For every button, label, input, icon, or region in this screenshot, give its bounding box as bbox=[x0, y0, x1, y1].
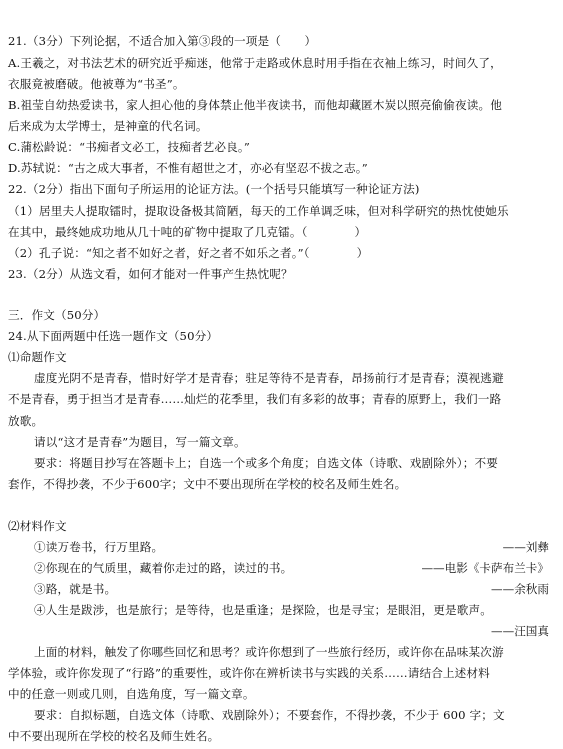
q21-stem: 21.（3分）下列论据，不适合加入第③段的一项是（ ） bbox=[8, 34, 317, 48]
q21-option-b-line1: B.祖莹自幼热爱读书，家人担心他的身体禁止他半夜读书，而他却藏匿木炭以照亮偷偷夜读。他 bbox=[8, 98, 503, 112]
quote-1-source: ——刘彝 bbox=[502, 540, 549, 554]
q24-stem: 24.从下面两题中任选一题作文（50分） bbox=[8, 329, 219, 343]
prompt1-requirements-line2: 套作，不得抄袭，不少于600字；文中不要出现所在学校的校名及师生姓名。 bbox=[8, 477, 407, 491]
prompt1-paragraph-line2: 不是青春，勇于担当才是青春……灿烂的花季里，我们有多彩的故事；青春的原野上，我们一路 bbox=[8, 392, 502, 406]
q22-sentence1-line1: （1）居里夫人提取镭时，提取设备极其简陋，每天的工作单调乏味，但对科学研究的热忱使她乐 bbox=[8, 204, 509, 218]
quote-4-source: ——汪国真 bbox=[491, 624, 549, 638]
q21-option-c: C.蒲松龄说：“书痴者文必工，技痴者艺必良。” bbox=[8, 140, 250, 154]
prompt2-requirements-line2: 中不要出现所在学校的校名及师生姓名。 bbox=[8, 729, 220, 743]
quote-1: ①读万卷书，行万里路。 bbox=[34, 540, 164, 554]
section-heading: 三．作文（50分） bbox=[8, 308, 106, 322]
prompt1-paragraph-line3: 放歌。 bbox=[8, 414, 44, 428]
prompt1-title: ⑴命题作文 bbox=[8, 350, 67, 364]
prompt2-material-line3: 中的任意一则或几则，自选角度，写一篇文章。 bbox=[8, 687, 255, 701]
quote-3-source: ——余秋雨 bbox=[491, 582, 549, 596]
quote-2: ②你现在的气质里，藏着你走过的路，读过的书。 bbox=[34, 561, 293, 575]
q22-sentence2: （2）孔子说：“知之者不如好之者，好之者不如乐之者。”（ ） bbox=[8, 246, 369, 260]
q21-option-a-line1: A.王羲之，对书法艺术的研究近乎痴迷，他常于走路或休息时用手指在衣袖上练习，时间久了， bbox=[8, 56, 502, 70]
prompt2-material-line2: 学体验，或许你发现了“行路”的重要性，或许你在辨析读书与实践的关系……请结合上述材料 bbox=[8, 666, 490, 680]
prompt2-requirements-line1: 要求：自拟标题，自选文体（诗歌、戏剧除外）；不要套作，不得抄袭，不少于 600 字；文 bbox=[34, 708, 505, 722]
quote-4: ④人生是跋涉，也是旅行；是等待，也是重逢；是探险，也是寻宝；是眼泪，更是歌声。 bbox=[34, 603, 493, 617]
q22-sentence1-line2: 在其中，最终她成功地从几十吨的矿物中提取了几克镭。（ ） bbox=[8, 225, 367, 239]
prompt1-requirements-line1: 要求：将题目抄写在答题卡上；自选一个或多个角度；自选文体（诗歌、戏剧除外）；不要 bbox=[34, 456, 498, 470]
prompt2-material-line1: 上面的材料，触发了你哪些回忆和思考？或许你想到了一些旅行经历，或许你在品味某次游 bbox=[34, 645, 504, 659]
q21-option-b-line2: 后来成为太学博士，是神童的代名词。 bbox=[8, 119, 208, 133]
q22-stem: 22.（2分）指出下面句子所运用的论证方法。(一个括号只能填写一种论证方法) bbox=[8, 182, 420, 196]
prompt1-title-instruction: 请以“这才是青春”为题目，写一篇文章。 bbox=[34, 435, 246, 449]
prompt1-paragraph-line1: 虚度光阴不是青春，惜时好学才是青春；驻足等待不是青春，昂扬前行才是青春；漠视逃避 bbox=[34, 371, 504, 385]
q21-option-a-line2: 衣服竟被磨破。他被尊为“书圣”。 bbox=[8, 77, 185, 91]
q21-option-d: D.苏轼说：“古之成大事者，不惟有超世之才，亦必有坚忍不拔之志。” bbox=[8, 161, 368, 175]
quote-3: ③路，就是书。 bbox=[34, 582, 117, 596]
q23-stem: 23.（2分）从选文看，如何才能对一件事产生热忱呢？ bbox=[8, 267, 293, 281]
quote-2-source: ——电影《卡萨布兰卡》 bbox=[421, 561, 549, 575]
prompt2-title: ⑵材料作文 bbox=[8, 519, 67, 533]
